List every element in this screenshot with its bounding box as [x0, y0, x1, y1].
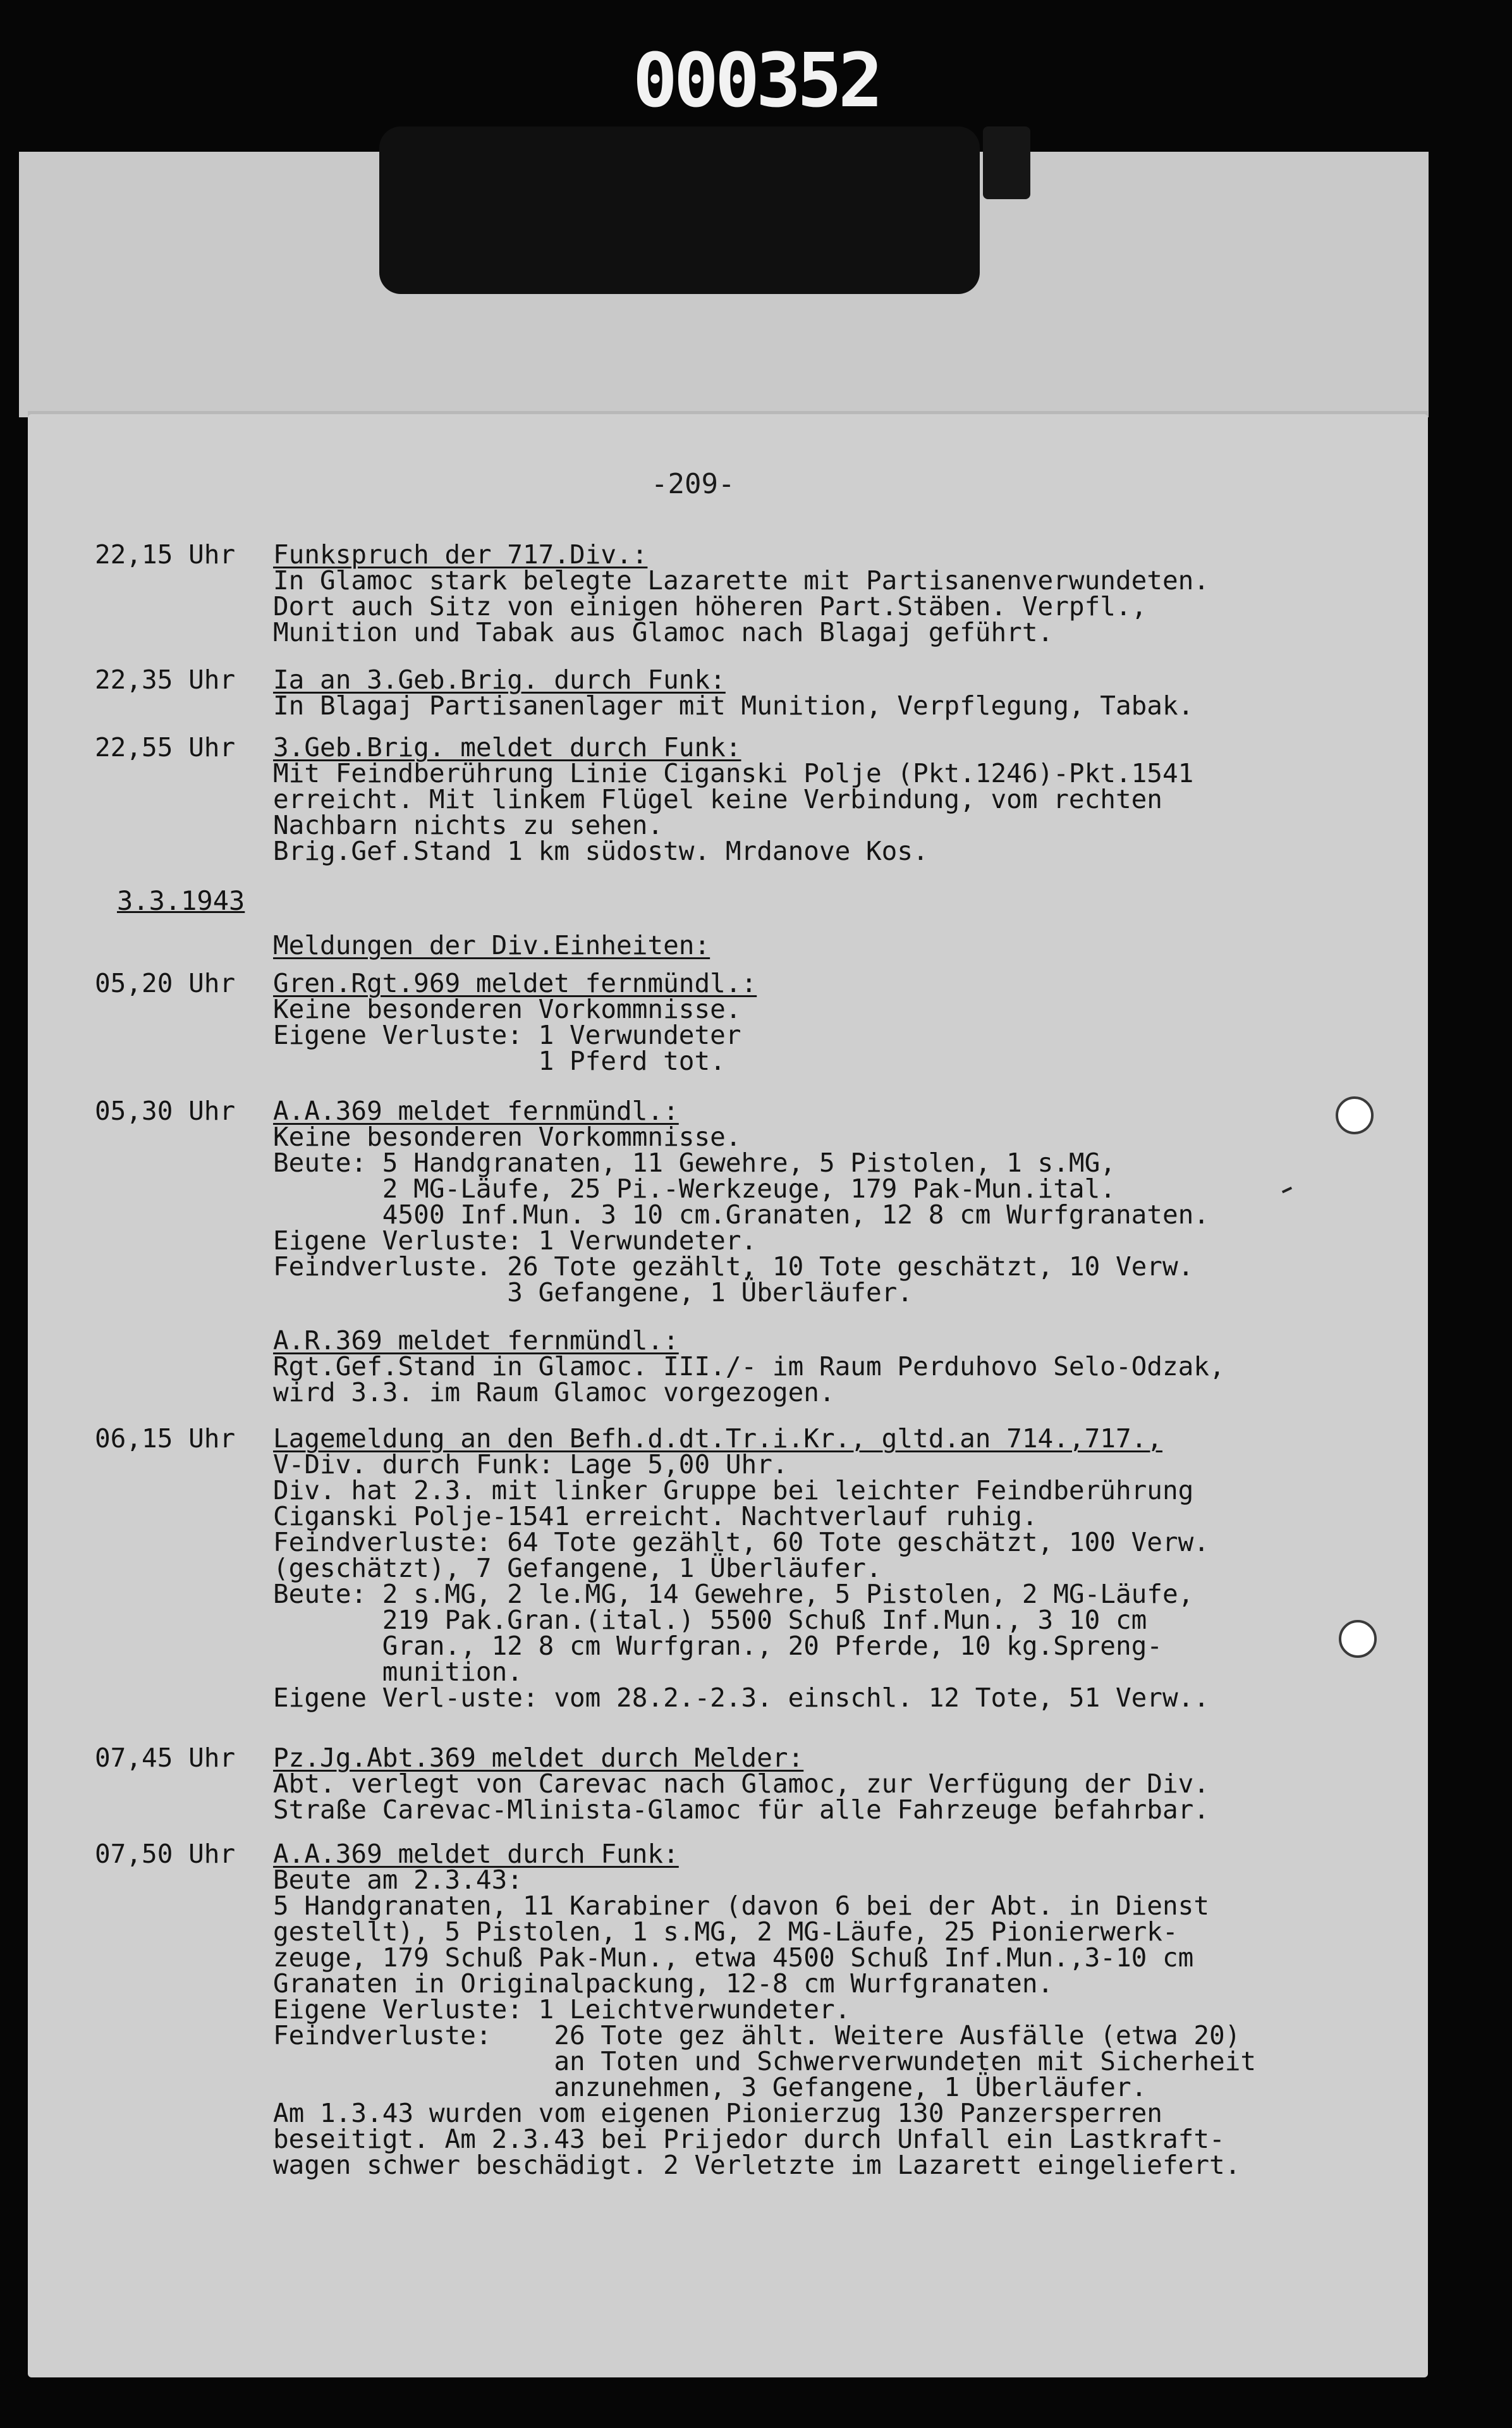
entry-line: Eigene Verl-uste: vom 28.2.-2.3. einschl. 12 Tote, 51 Verw..	[273, 1683, 1210, 1713]
page-number: -209-	[651, 468, 735, 500]
entry-time: 07,50 Uhr	[95, 1839, 236, 1869]
entry-heading: A.A.369 meldet fernmündl.:	[273, 1096, 679, 1126]
entry-line: 4500 Inf.Mun. 3 10 cm.Granaten, 12 8 cm Wurfgranaten.	[273, 1199, 1210, 1230]
entry-line: In Glamoc stark belegte Lazarette mit Partisanenverwundeten.	[273, 565, 1210, 596]
entry-line: Ciganski Polje-1541 erreicht. Nachtverlauf ruhig.	[273, 1501, 1038, 1531]
entry-line: Eigene Verluste: 1 Leichtverwundeter.	[273, 1994, 851, 2025]
entry-line: Gran., 12 8 cm Wurfgran., 20 Pferde, 10 kg.Spreng-	[273, 1631, 1162, 1661]
entry-heading: Funkspruch der 717.Div.:	[273, 539, 648, 570]
entry-line: anzunehmen, 3 Gefangene, 1 Überläufer.	[273, 2072, 1147, 2102]
entry-line: (geschätzt), 7 Gefangene, 1 Überläufer.	[273, 1553, 882, 1583]
entry-line: Am 1.3.43 wurden vom eigenen Pionierzug 130 Panzersperren	[273, 2098, 1162, 2128]
entry-heading: Gren.Rgt.969 meldet fernmündl.:	[273, 968, 757, 998]
entry-line: Div. hat 2.3. mit linker Gruppe bei leichter Feindberührung	[273, 1475, 1194, 1505]
entry-line: Feindverluste: 26 Tote gez ählt. Weitere Ausfälle (etwa 20)	[273, 2020, 1241, 2051]
entry-line: wird 3.3. im Raum Glamoc vorgezogen.	[273, 1377, 835, 1407]
entry-line: Mit Feindberührung Linie Ciganski Polje (Pkt.1246)-Pkt.1541	[273, 758, 1194, 788]
entry-time: 07,45 Uhr	[95, 1743, 236, 1773]
entry-time: 05,30 Uhr	[95, 1096, 236, 1126]
entry-line: zeuge, 179 Schuß Pak-Mun., etwa 4500 Schuß Inf.Mun.,3-10 cm	[273, 1942, 1194, 1973]
entry-line: 1 Pferd tot.	[273, 1046, 726, 1076]
entry-heading: Lagemeldung an den Befh.d.dt.Tr.i.Kr., gltd.an 714.,717.,	[273, 1423, 1162, 1454]
entry-time: 06,15 Uhr	[95, 1423, 236, 1454]
date-heading: 3.3.1943	[117, 885, 245, 916]
entry-line: 3 Gefangene, 1 Überläufer.	[273, 1277, 913, 1308]
entry-line: Keine besonderen Vorkommnisse.	[273, 994, 741, 1024]
frame-number: 000352	[632, 37, 880, 124]
entry-line: an Toten und Schwerverwundeten mit Sicherheit	[273, 2046, 1257, 2076]
entry-line: Granaten in Originalpackung, 12-8 cm Wurfgranaten.	[273, 1968, 1054, 1999]
punch-hole-upper	[1336, 1096, 1374, 1134]
entry-heading: A.A.369 meldet durch Funk:	[273, 1839, 679, 1869]
entry-time: 22,35 Uhr	[95, 665, 236, 695]
entry-time: 05,20 Uhr	[95, 968, 236, 998]
entry-line: V-Div. durch Funk: Lage 5,00 Uhr.	[273, 1449, 788, 1480]
entry-heading: 3.Geb.Brig. meldet durch Funk:	[273, 732, 741, 763]
entry-line: Keine besonderen Vorkommnisse.	[273, 1122, 741, 1152]
entry-line: 5 Handgranaten, 11 Karabiner (davon 6 bei der Abt. in Dienst	[273, 1891, 1210, 1921]
entry-line: Eigene Verluste: 1 Verwundeter	[273, 1020, 741, 1050]
entry-line: Munition und Tabak aus Glamoc nach Blagaj geführt.	[273, 617, 1054, 647]
entry-line: Beute: 5 Handgranaten, 11 Gewehre, 5 Pistolen, 1 s.MG,	[273, 1148, 1116, 1178]
entry-line: gestellt), 5 Pistolen, 1 s.MG, 2 MG-Läufe, 25 Pionierwerk-	[273, 1916, 1178, 1947]
entry-heading: Meldungen der Div.Einheiten:	[273, 930, 710, 960]
entry-line: Eigene Verluste: 1 Verwundeter.	[273, 1225, 757, 1256]
entry-heading: Pz.Jg.Abt.369 meldet durch Melder:	[273, 1743, 804, 1773]
entry-line: 2 MG-Läufe, 25 Pi.-Werkzeuge, 179 Pak-Mun.ital.	[273, 1174, 1116, 1204]
entry-line: 219 Pak.Gran.(ital.) 5500 Schuß Inf.Mun., 3 10 cm	[273, 1605, 1147, 1635]
entry-heading: Ia an 3.Geb.Brig. durch Funk:	[273, 665, 726, 695]
binder-clip-tab	[983, 126, 1030, 199]
entry-time: 22,15 Uhr	[95, 539, 236, 570]
punch-hole-lower	[1339, 1620, 1377, 1658]
entry-heading: A.R.369 meldet fernmündl.:	[273, 1325, 679, 1356]
entry-line: Brig.Gef.Stand 1 km südostw. Mrdanove Kos.	[273, 836, 929, 866]
entry-line: erreicht. Mit linkem Flügel keine Verbindung, vom rechten	[273, 784, 1162, 814]
entry-line: munition.	[273, 1657, 523, 1687]
entry-line: Feindverluste: 64 Tote gezählt, 60 Tote geschätzt, 100 Verw.	[273, 1527, 1210, 1557]
entry-line: In Blagaj Partisanenlager mit Munition, Verpflegung, Tabak.	[273, 690, 1194, 721]
entry-time: 22,55 Uhr	[95, 732, 236, 763]
binder-clip	[379, 126, 980, 294]
entry-line: Abt. verlegt von Carevac nach Glamoc, zur Verfügung der Div.	[273, 1769, 1210, 1799]
entry-line: Feindverluste. 26 Tote gezählt, 10 Tote geschätzt, 10 Verw.	[273, 1251, 1194, 1282]
entry-line: Beute am 2.3.43:	[273, 1865, 523, 1895]
entry-line: beseitigt. Am 2.3.43 bei Prijedor durch Unfall ein Lastkraft-	[273, 2124, 1225, 2154]
entry-line: Dort auch Sitz von einigen höheren Part.Stäben. Verpfl.,	[273, 591, 1147, 622]
entry-line: Rgt.Gef.Stand in Glamoc. III./- im Raum Perduhovo Selo-Odzak,	[273, 1351, 1225, 1382]
entry-line: Straße Carevac-Mlinista-Glamoc für alle Fahrzeuge befahrbar.	[273, 1794, 1210, 1825]
entry-line: Nachbarn nichts zu sehen.	[273, 810, 664, 840]
entry-line: Beute: 2 s.MG, 2 le.MG, 14 Gewehre, 5 Pistolen, 2 MG-Läufe,	[273, 1579, 1194, 1609]
entry-line: wagen schwer beschädigt. 2 Verletzte im Lazarett eingeliefert.	[273, 2150, 1241, 2180]
